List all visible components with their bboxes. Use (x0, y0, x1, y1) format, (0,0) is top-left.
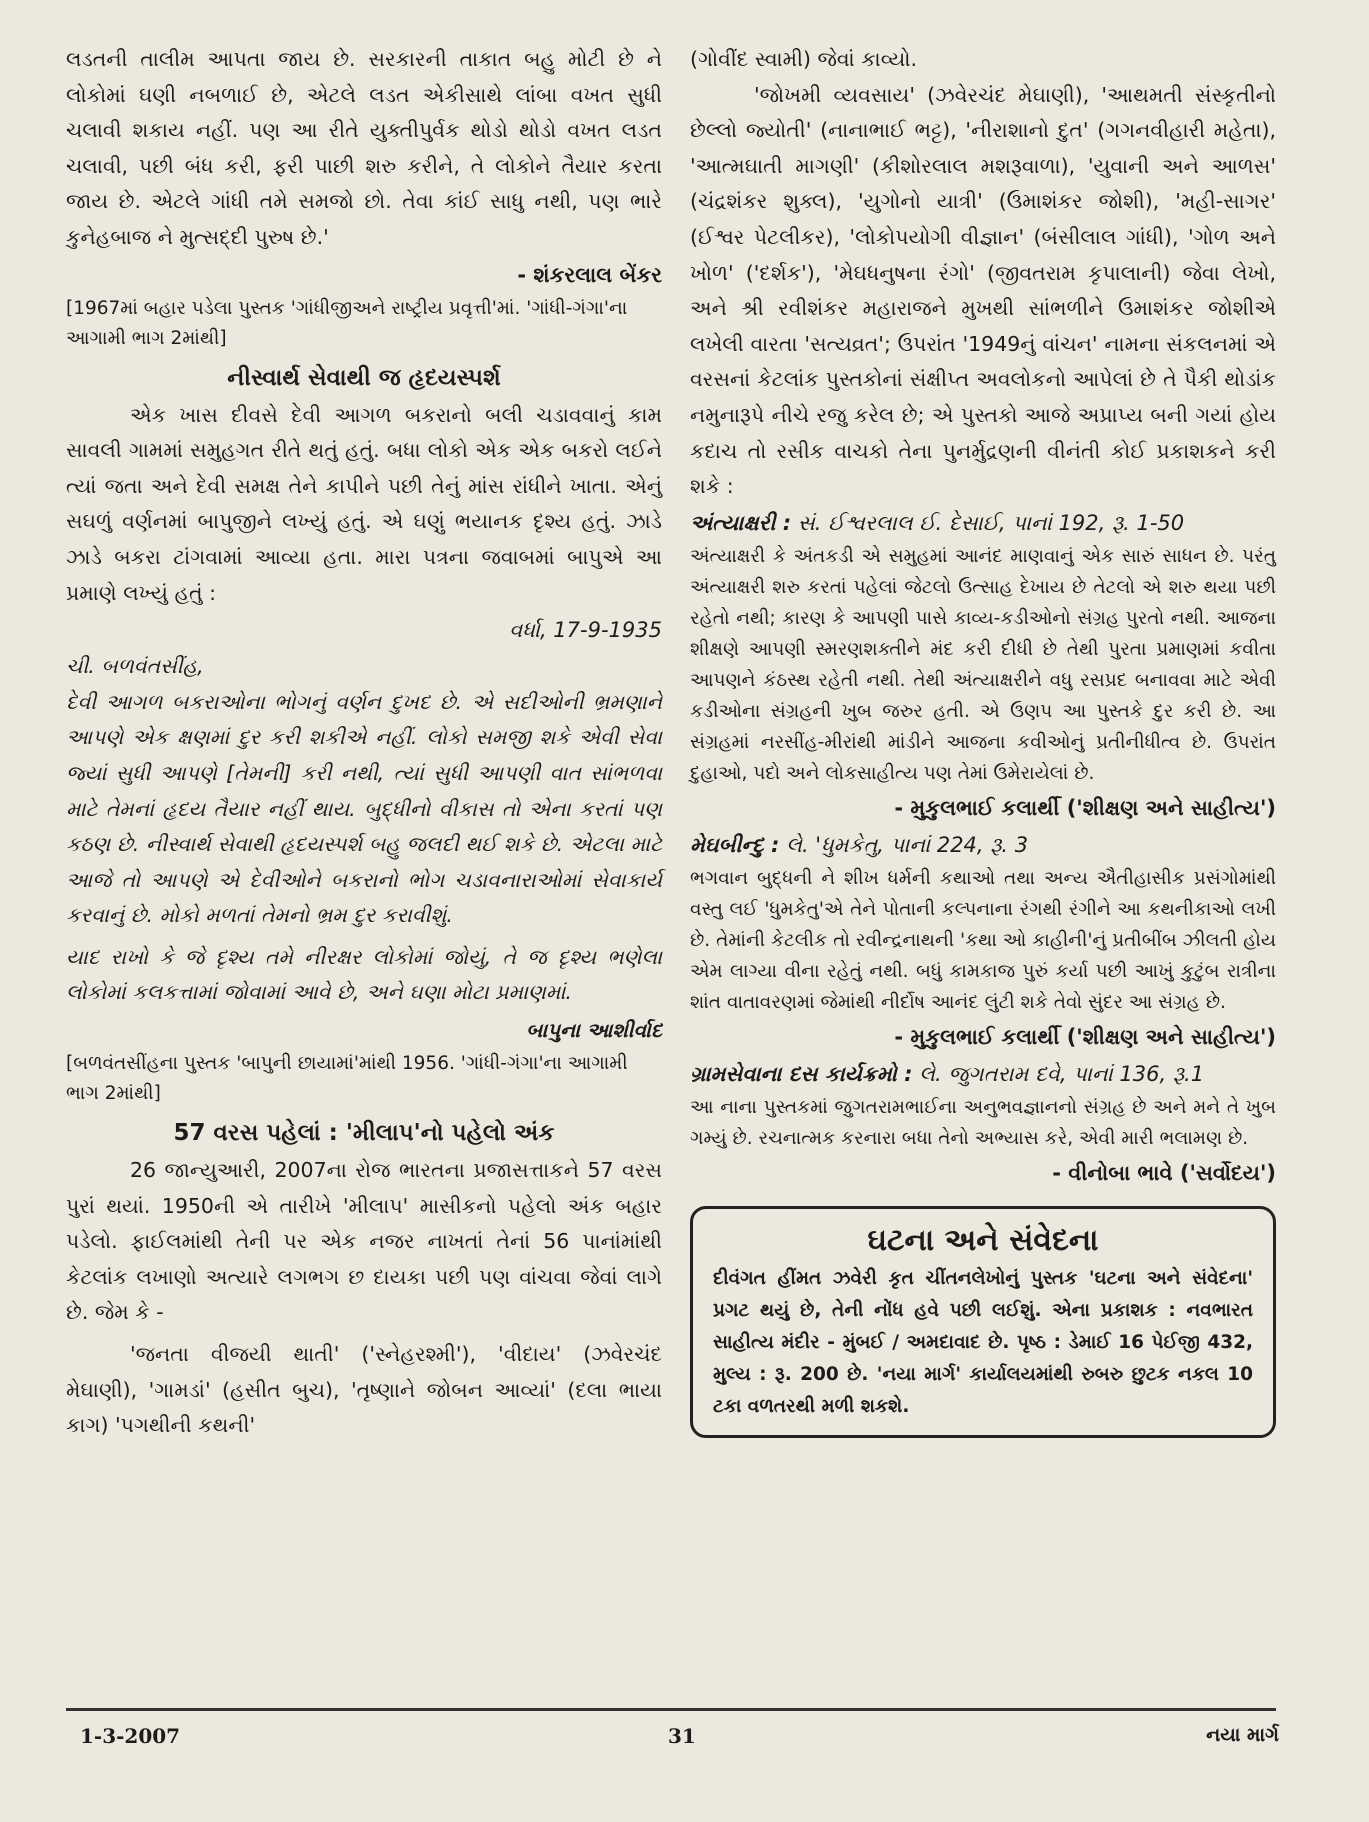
left-paragraph-3: 26 જાન્યુઆરી, 2007ના રોજ ભારતના પ્રજાસત્તાકને 57 વરસ પુરાં થયાં. 1950ની એ તારીખે 'મીલાપ' માસીકનો પહેલો અંક બહાર પડેલો. ફાઈલમાંથી તેની પર એક નજર નાખતાં તેનાં 56 પાનાંમાંથી કેટલાંક લખાણો અત્યારે લગભગ છ દાયકા પછી પણ વાંચવા જેવાં લાગે છે. જેમ કે - (66, 1158, 662, 1325)
magazine-name: નયા માર્ગ (1206, 1724, 1279, 1746)
letter-body-2: યાદ રાખો કે જે દૃશ્ય તમે નીરક્ષર લોકોમાં જોયું, તે જ દૃશ્ય ભણેલા લોકોમાં કલકત્તામાં જોવામાં આવે છે, અને ઘણા મોટા પ્રમાણમાં. (66, 944, 662, 1005)
footer-divider (66, 1708, 1276, 1711)
book-details: સં. ઈશ્વરલાલ ઈ. દેસાઈ, પાનાં 192, રૂ. 1-50 (791, 510, 1185, 535)
right-paragraph-1: (ગોવીંદ સ્વામી) જેવાં કાવ્યો. (690, 47, 917, 71)
signature-mukulbhai-2: - મુકુલભાઈ કલાર્થી ('શીક્ષણ અને સાહીત્ય') (894, 1024, 1276, 1049)
book-entry-meghbindu (690, 827, 1276, 863)
signature-mukulbhai-1: - મુકુલભાઈ કલાર્થી ('શીક્ષણ અને સાહીત્ય') (894, 795, 1276, 820)
announcement-text: દીવંગત હીંમત ઝવેરી કૃત ચીંતનલેખોનું પુસ્તક 'ઘટના અને સંવેદના' પ્રગટ થયું છે, તેની નોંધ હવે પછી લઈશું. એના પ્રકાશક : નવભારત સાહીત્ય મંદીર - મુંબઈ / અમદાવાદ છે. પૃષ્ઠ : ડેમાઈ 16 પેઈજી 432, મુલ્ય : રૂ. 200 છે. 'નયા માર્ગ' કાર્યાલયમાંથી રુબરુ છુટક નકલ 10 ટકા વળતરથી મળી શકશે. (713, 1267, 1253, 1417)
source-note-2: [બળવંતસીંહના પુસ્તક 'બાપુની છાયામાં'માંથી 1956. 'ગાંધી-ગંગા'ના આગામી ભાગ 2માંથી] (66, 1053, 628, 1105)
article-heading-milap: 57 વરસ પહેલાં : 'મીલાપ'નો પહેલો અંક (173, 1120, 555, 1147)
book-entry-antyakshari (690, 505, 1276, 541)
letter-salutation: ચી. બળવંતસીંહ, (66, 654, 204, 679)
source-note-1: [1967માં બહાર પડેલા પુસ્તક 'ગાંધીજીઅને રાષ્ટ્રીય પ્રવૃત્તી'માં. 'ગાંધી-ગંગા'ના આગામી ભાગ 2માંથી] (66, 297, 628, 349)
book-entry-gramseva (690, 1056, 1276, 1092)
book-details: લે. જુગતરામ દવે, પાનાં 136, રૂ.1 (912, 1061, 1205, 1086)
right-column (690, 42, 1276, 1438)
left-column (66, 42, 662, 1444)
book-name: મેઘબીન્દુ : (690, 832, 780, 857)
signature-vinoba: - વીનોબા ભાવે ('સર્વોદય') (1052, 1160, 1276, 1185)
announcement-title: ઘટના અને સંવેદના (867, 1222, 1099, 1258)
book-name: અંત્યાક્ષરી : (690, 510, 792, 535)
book-name: ગ્રામસેવાના દસ કાર્યક્રમો : (690, 1061, 913, 1086)
book-details: લે. 'ધુમકેતુ, પાનાં 224, રૂ. 3 (779, 832, 1029, 857)
letter-dateline: વર્ધા, 17-9-1935 (509, 618, 662, 643)
left-paragraph-1: લડતની તાલીમ આપતા જાય છે. સરકારની તાકાત બહુ મોટી છે ને લોકોમાં ઘણી નબળાઈ છે, એટલે લડત એકીસાથે લાંબા વખત સુધી ચલાવી શકાય નહીં. પણ આ રીતે યુક્તીપુર્વક થોડો થોડો વખત લડત ચલાવી, પછી બંધ કરી, ફરી પાછી શરુ કરીને, તે લોકોને તૈયાર કરતા જાય છે. એટલે ગાંધી તમે સમજો છો. તેવા કાંઈ સાધુ નથી, પણ ભારે કુનેહબાજ ને મુત્સદ્દી પુરુષ છે.' (66, 47, 662, 249)
footer-date: 1-3-2007 (80, 1724, 181, 1748)
review-gramseva: આ નાના પુસ્તકમાં જુગતરામભાઈના અનુભવજ્ઞાનનો સંગ્રહ છે અને મને તે ખુબ ગમ્યું છે. રચનાત્મક કરનારા બધા તેનો અભ્યાસ કરે, એવી મારી ભલામણ છે. (690, 1096, 1276, 1149)
left-paragraph-2: એક ખાસ દીવસે દેવી આગળ બકરાનો બલી ચડાવવાનું કામ સાવલી ગામમાં સમુહગત રીતે થતું હતું. બધા લોકો એક એક બકરો લઈને ત્યાં જતા અને દેવી સમક્ષ તેને કાપીને પછી તેનું માંસ રાંધીને ખાતા. એનું સઘળું વર્ણનમાં બાપુજીને લખ્યું હતું. એ ઘણું ભયાનક દૃશ્ય હતું. ઝાડે ઝાડે બકરા ટાંગવામાં આવ્યા હતા. મારા પત્રના જવાબમાં બાપુએ આ પ્રમાણે લખ્યું હતું : (66, 402, 662, 605)
letter-body-1: દેવી આગળ બકરાઓના ભોગનું વર્ણન દુખદ છે. એ સદીઓની ભ્રમણાને આપણે એક ક્ષણમાં દુર કરી શકીએ નહીં. લોકો સમજી શકે એવી સેવા જ્યાં સુધી આપણે [તેમની] કરી નથી, ત્યાં સુધી આપણી વાત સાંભળવા માટે તેમનાં હૃદય તૈયાર નહીં થાય. બુદ્ધીનો વીકાસ તો એના કરતાં પણ કઠણ છે. નીસ્વાર્થ સેવાથી હૃદયસ્પર્શ બહુ જલદી થઈ શકે છે. એટલા માટે આજે તો આપણે એ દેવીઓને બકરાનો ભોગ ચડાવનારાઓમાં સેવાકાર્ય કરવાનું છે. મોકો મળતાં તેમનો ભ્રમ દુર કરાવીશું. (66, 689, 662, 928)
left-paragraph-4: 'જનતા વીજયી થાતી' ('સ્નેહરશ્મી'), 'વીદાય' (ઝવેરચંદ મેઘાણી), 'ગામડાં' (હસીત બુચ), 'તૃષ્ણાને જોબન આવ્યાં' (દલા ભાયા કાગ) 'પગથીની કથની' (66, 1342, 662, 1438)
review-meghbindu: ભગવાન બુદ્ધની ને શીખ ધર્મની કથાઓ તથા અન્ય ઐતીહાસીક પ્રસંગોમાંથી વસ્તુ લઈ 'ધુમકેતુ'એ તેને પોતાની કલ્પનાના રંગથી રંગીને આ કથનીકાઓ લખી છે. તેમાંની કેટલીક તો રવીન્દ્રનાથની 'કથા ઓ કાહીની'નું પ્રતીબીંબ ઝીલતી હોય એમ લાગ્યા વીના રહેતું નથી. બધું કામકાજ પુરું કર્યા પછી આખું કુટુંબ રાત્રીના શાંત વાતાવરણમાં જેમાંથી નીર્દોષ આનંદ લુંટી શકે તેવો સુંદર આ સંગ્રહ છે. (690, 867, 1276, 1013)
article-heading-selfless-service: નીસ્વાર્થ સેવાથી જ હૃદયસ્પર્શ (227, 364, 501, 391)
page-number: 31 (668, 1724, 696, 1748)
right-paragraph-2: 'જોખમી વ્યવસાય' (ઝવેરચંદ મેઘાણી), 'આથમતી સંસ્કૃતીનો છેલ્લો જ્યોતી' (નાનાભાઈ ભટ્ટ), 'નીરાશાનો દુત' (ગગનવીહારી મહેતા), 'આત્મઘાતી માગણી' (કીશોરલાલ મશરૂવાળા), 'યુવાની અને આળસ' (ચંદ્રશંકર શુક્લ), 'યુગોનો યાત્રી' (ઉમાશંકર જોશી), 'મહી-સાગર' (ઈશ્વર પેટલીકર), 'લોકોપયોગી વીજ્ઞાન' (બંસીલાલ ગાંધી), 'ગોળ અને ખોળ' ('દર્શક'), 'મેઘધનુષના રંગો' (જીવતરામ કૃપાલાની) જેવા લેખો, અને શ્રી રવીશંકર મહારાજને મુખથી સાંભળીને ઉમાશંકર જોશીએ લખેલી વારતા 'સત્યવ્રત'; ઉપરાંત '1949નું વાંચન' નામના સંકલનમાં એ વરસનાં કેટલાંક પુસ્તકોનાં સંક્ષીપ્ત અવલોકનો આપેલાં છે તે પૈકી થોડાંક નમુનારૂપે નીચે રજુ કરેલ છે; એ પુસ્તકો આજે અપ્રાપ્ય બની ગયાં હોય કદાચ તો રસીક વાચકો તેના પુનર્મુદ્રણની વીનંતી કોઈ પ્રકાશકને કરી શકે : (690, 82, 1276, 499)
announcement-box (690, 1206, 1276, 1438)
review-antyakshari: અંત્યાક્ષરી કે અંતકડી એ સમુહમાં આનંદ માણવાનું એક સારું સાધન છે. પરંતુ અંત્યાક્ષરી શરુ કરતાં પહેલાં જેટલો ઉત્સાહ દેખાય છે તેટલો એ શરુ થયા પછી રહેતો નથી; કારણ કે આપણી પાસે કાવ્ય-કડીઓનો સંગ્રહ પુરતો નથી. આજના શીક્ષણે આપણી સ્મરણશક્તીને મંદ કરી દીધી છે તેથી પુરતા પ્રમાણમાં કવીતા આપણને કંઠસ્થ રહેતી નથી. તેથી અંત્યાક્ષરીને વધુ રસપ્રદ બનાવવા માટે એવી કડીઓના સંગ્રહની ખુબ જરુર હતી. એ ઉણપ આ પુસ્તકે દુર કરી છે. આ સંગ્રહમાં નરસીંહ-મીરાંથી માંડીને આજના કવીઓનું પ્રતીનીધીત્વ છે. ઉપરાંત દુહાઓ, પદો અને લોકસાહીત્ય પણ તેમાં ઉમેરાયેલાં છે. (690, 545, 1276, 784)
signature-bapu: બાપુના આશીર્વાદ (526, 1018, 662, 1043)
signature-shankarlal: - શંકરલાલ બેંકર (517, 262, 662, 287)
